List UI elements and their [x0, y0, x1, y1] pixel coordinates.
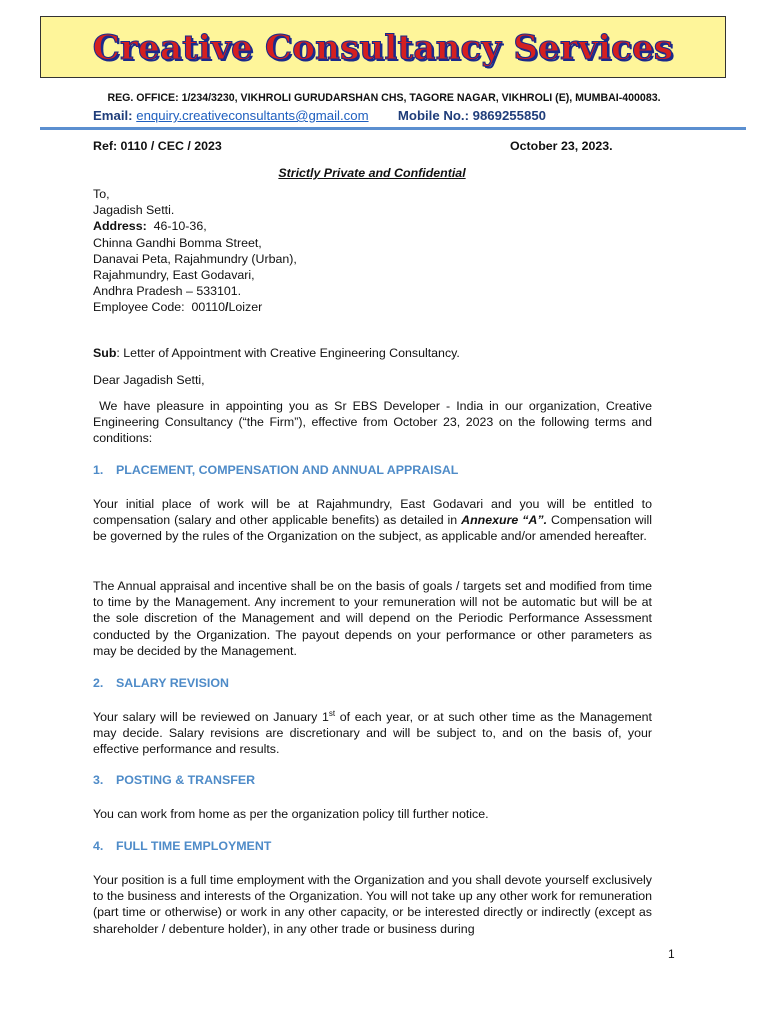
section-heading-1	[93, 463, 458, 477]
to-line: To,	[93, 187, 110, 201]
employee-code-line	[93, 299, 693, 315]
intro-paragraph: We have pleasure in appointing you as Sr EBS Developer - India in our organization, Creative Engineering Consultancy (“the Firm”), effective from October 23, 2023 on the following terms and conditions:	[93, 399, 656, 446]
email-link[interactable]: enquiry.creativeconsultants@gmail.com	[136, 108, 369, 123]
employee-code-label: Employee Code:	[93, 300, 185, 315]
page-number: 1	[668, 947, 675, 961]
section-number: 3.	[93, 773, 104, 787]
registered-office-address: REG. OFFICE: 1/234/3230, VIKHROLI GURUDARSHAN CHS, TAGORE NAGAR, VIKHROLI (E), MUMBAI-400083.	[107, 92, 661, 104]
annexure-reference: Annexure “A”.	[461, 513, 548, 528]
address-line: Danavai Peta, Rajahmundry (Urban),	[93, 251, 297, 266]
letter-date: October 23, 2023.	[510, 139, 613, 153]
paragraph-text: of each year, or at such other time as the Management may decide. Salary revisions are discretionary and will be subject to, and on the basis of, your effective performance and results.	[93, 710, 652, 757]
mobile-number: 9869255850	[472, 108, 546, 123]
section-number: 4.	[93, 839, 104, 853]
recipient-address-block	[93, 186, 693, 316]
subject-text: : Letter of Appointment with Creative Engineering Consultancy.	[116, 346, 460, 360]
section-number: 2.	[93, 676, 104, 690]
section-3-paragraph: You can work from home as per the organization policy till further notice.	[93, 807, 489, 821]
letterhead-banner	[40, 16, 726, 78]
address-line: Andhra Pradesh – 533101.	[93, 284, 242, 299]
paragraph-text: Compensation will be governed by the rules of the Organization on the subject, as applicable and/or amended hereafter.	[93, 513, 652, 544]
section-1-paragraph-1	[93, 496, 652, 545]
address-line: Chinna Gandhi Bomma Street,	[93, 235, 262, 250]
section-2-paragraph	[93, 709, 652, 758]
employee-code-b: Loizer	[228, 300, 263, 315]
subject-label: Sub	[93, 346, 117, 360]
address-line	[93, 218, 693, 234]
paragraph-text: Your initial place of work will be at Rajahmundry, East Godavari and you will be entitled to compensation (salary and other applicable benefits) as detailed in	[93, 497, 652, 528]
section-heading-3	[93, 773, 255, 787]
mobile-label: Mobile No.:	[397, 108, 469, 123]
section-heading-4	[93, 839, 271, 853]
subject-line	[93, 345, 652, 361]
section-title: POSTING & TRANSFER	[116, 773, 256, 787]
recipient-name: Jagadish Setti.	[93, 203, 175, 218]
employee-code-a: 00110	[191, 300, 226, 315]
section-number: 1.	[93, 463, 104, 477]
section-title: FULL TIME EMPLOYMENT	[116, 839, 272, 853]
address-first: 46-10-36,	[153, 219, 207, 234]
reference-number: Ref: 0110 / CEC / 2023	[93, 139, 222, 153]
confidential-notice: Strictly Private and Confidential	[278, 166, 466, 180]
address-label: Address:	[93, 219, 147, 234]
section-title: SALARY REVISION	[116, 676, 229, 690]
section-4-paragraph: Your position is a full time employment with the Organization and you shall devote yourself exclusively to the business and interests of the Organization. You will not take up any other work for remuneration (part time or otherwise) or work in any other capacity, or be interested directly or indirectly (except as shareholder / debenture holder), in any other trade or business during	[93, 873, 652, 936]
section-heading-2	[93, 676, 229, 690]
address-line: Rajahmundry, East Godavari,	[93, 267, 255, 282]
email-label: Email:	[93, 108, 133, 123]
paragraph-text: Your salary will be reviewed on January 1	[93, 710, 329, 724]
company-name: Creative Consultancy Services	[92, 28, 674, 68]
section-1-paragraph-2: The Annual appraisal and incentive shall be on the basis of goals / targets set and modified from time to time by the Management. Any increment to your remuneration will not be automatic but will be at the sole discretion of the Management and will depend on the Periodic Performance Assessment conducted by the Organization. The payout depends on your performance or other parameters as may be decided by the Management.	[93, 579, 652, 658]
section-title: PLACEMENT, COMPENSATION AND ANNUAL APPRAISAL	[116, 463, 459, 477]
employee-code-separator: /	[225, 300, 229, 315]
ordinal-suffix: st	[328, 708, 336, 718]
header-divider	[40, 127, 746, 130]
salutation: Dear Jagadish Setti,	[93, 373, 205, 387]
contact-line	[93, 108, 546, 123]
